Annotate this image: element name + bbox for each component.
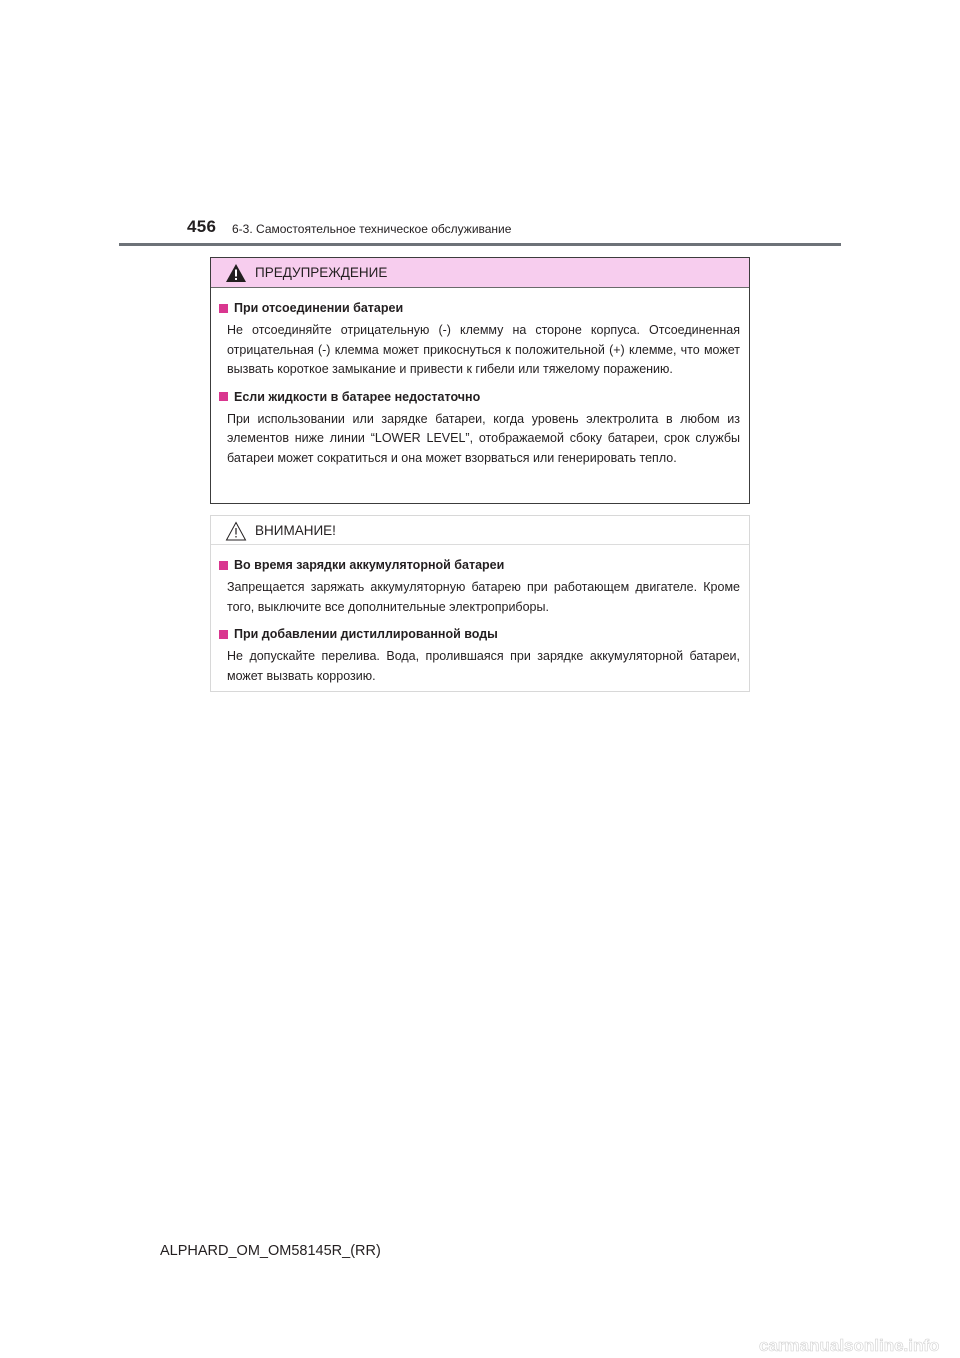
item-title-text: При добавлении дистиллированной воды — [234, 627, 498, 641]
warning-box — [210, 257, 750, 504]
warning-title: ПРЕДУПРЕЖДЕНИЕ — [255, 265, 388, 280]
caution-triangle-icon — [225, 521, 247, 541]
warning-item — [219, 390, 740, 469]
warning-header — [211, 258, 749, 288]
warning-triangle-icon — [225, 263, 247, 283]
warning-item — [219, 301, 740, 380]
caution-box — [210, 515, 750, 692]
watermark-text: carmanualsonline.info — [759, 1336, 940, 1355]
item-text: Не допускайте перелива. Вода, пролившаяся при зарядке аккумуляторной батареи, может вызвать коррозию. — [227, 649, 740, 683]
square-bullet-icon — [219, 392, 228, 401]
item-title — [219, 390, 740, 404]
section-title: 6-3. Самостоятельное техническое обслуживание — [232, 222, 512, 236]
header-divider — [119, 243, 841, 246]
item-title — [219, 627, 740, 641]
caution-body — [211, 545, 749, 686]
caution-title: ВНИМАНИЕ! — [255, 523, 336, 538]
item-title-text: Если жидкости в батарее недостаточно — [234, 389, 481, 404]
caution-item — [219, 558, 740, 617]
caution-header — [211, 516, 749, 545]
item-text: При использовании или зарядке батареи, когда уровень электролита в любом из элементов ниже линии “LOWER LEVEL”, отображаемой сбоку батареи, срок службы батареи может сократиться и она может взорваться или генерировать тепло. — [227, 411, 740, 465]
page-number: 456 — [187, 217, 217, 236]
item-text: Запрещается заряжать аккумуляторную батарею при работающем двигателе. Кроме того, выключите все дополнительные электроприборы. — [227, 580, 740, 614]
item-title-text: Во время зарядки аккумуляторной батареи — [234, 558, 505, 572]
watermark-logo — [757, 1332, 960, 1358]
document-code: ALPHARD_OM_OM58145R_(RR) — [160, 1243, 381, 1259]
item-text: Не отсоединяйте отрицательную (-) клемму на стороне корпуса. Отсоединенная отрицательная (-) клемма может прикоснуться к положительной (+) клемме, что может вызвать короткое замыкание и привести к гибели или тяжелому поражению. — [227, 323, 740, 376]
square-bullet-icon — [219, 630, 228, 639]
square-bullet-icon — [219, 561, 228, 570]
caution-item — [219, 627, 740, 686]
item-title — [219, 301, 740, 315]
item-title-text: При отсоединении батареи — [234, 301, 404, 315]
warning-body — [211, 288, 749, 468]
item-title — [219, 558, 740, 572]
square-bullet-icon — [219, 304, 228, 313]
